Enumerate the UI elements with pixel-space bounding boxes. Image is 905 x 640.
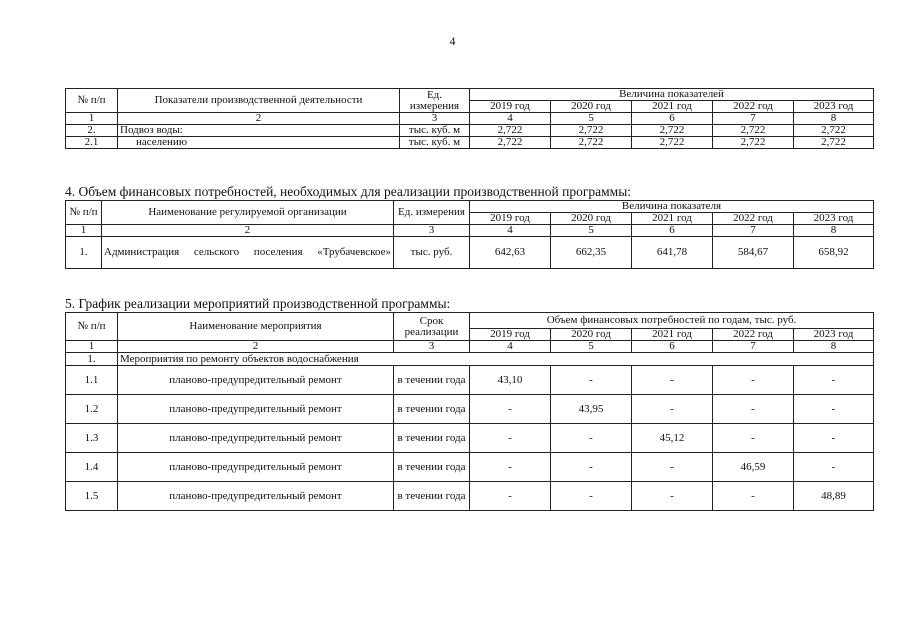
index-cell: 4 xyxy=(470,225,551,237)
row-value: 2,722 xyxy=(551,125,632,137)
row-term: в течении года xyxy=(394,366,470,395)
index-cell: 6 xyxy=(632,225,713,237)
index-cell: 6 xyxy=(632,341,713,353)
row-number: 1.2 xyxy=(66,395,118,424)
row-value: - xyxy=(551,424,632,453)
col-header-unit: Ед. измерения xyxy=(394,201,470,225)
index-cell: 1 xyxy=(66,225,102,237)
row-value: - xyxy=(632,482,713,511)
measures-schedule-table xyxy=(65,312,874,511)
table-row xyxy=(66,395,874,424)
group-row xyxy=(66,353,874,366)
col-header-no: № п/п xyxy=(66,313,118,341)
year-header: 2021 год xyxy=(632,101,713,113)
index-cell: 7 xyxy=(713,113,794,125)
table-row xyxy=(66,237,874,269)
row-value: 2,722 xyxy=(470,125,551,137)
col-header-name: Наименование регулируемой организации xyxy=(102,201,394,225)
row-value: - xyxy=(551,453,632,482)
group-name: Мероприятия по ремонту объектов водоснабжения xyxy=(118,353,874,366)
col-header-name: Показатели производственной деятельности xyxy=(118,89,400,113)
year-header: 2023 год xyxy=(794,101,874,113)
row-value: - xyxy=(713,482,794,511)
table-row xyxy=(66,366,874,395)
row-value: - xyxy=(551,366,632,395)
row-term: в течении года xyxy=(394,424,470,453)
row-value: - xyxy=(713,395,794,424)
row-value: 2,722 xyxy=(551,137,632,149)
col-header-group: Величина показателя xyxy=(470,201,874,213)
index-row xyxy=(66,225,874,237)
row-unit: тыс. куб. м xyxy=(400,137,470,149)
production-indicators-table xyxy=(65,88,874,149)
index-cell: 3 xyxy=(400,113,470,125)
index-cell: 3 xyxy=(394,225,470,237)
row-value: - xyxy=(551,482,632,511)
row-name: планово-предупредительный ремонт xyxy=(118,395,394,424)
index-cell: 1 xyxy=(66,341,118,353)
row-value: 642,63 xyxy=(470,237,551,269)
year-header: 2021 год xyxy=(632,213,713,225)
col-header-no: № п/п xyxy=(66,89,118,113)
index-cell: 8 xyxy=(794,225,874,237)
table-row xyxy=(66,453,874,482)
index-row xyxy=(66,113,874,125)
row-value: - xyxy=(632,453,713,482)
row-value: 584,67 xyxy=(713,237,794,269)
row-value: - xyxy=(470,482,551,511)
row-term: в течении года xyxy=(394,453,470,482)
row-value: 43,10 xyxy=(470,366,551,395)
col-header-unit: Ед. измерения xyxy=(400,89,470,113)
col-header-no: № п/п xyxy=(66,201,102,225)
index-cell: 8 xyxy=(794,113,874,125)
index-cell: 1 xyxy=(66,113,118,125)
table-row xyxy=(66,424,874,453)
row-value: 43,95 xyxy=(551,395,632,424)
page-number: 4 xyxy=(449,34,456,48)
col-header-name: Наименование мероприятия xyxy=(118,313,394,341)
col-header-group: Объем финансовых потребностей по годам, тыс. руб. xyxy=(470,313,874,329)
row-name: планово-предупредительный ремонт xyxy=(118,366,394,395)
index-row xyxy=(66,341,874,353)
row-value: - xyxy=(713,424,794,453)
col-header-group: Величина показателей xyxy=(470,89,874,101)
table-row xyxy=(66,125,874,137)
index-cell: 2 xyxy=(118,113,400,125)
row-value: 662,35 xyxy=(551,237,632,269)
row-value: - xyxy=(794,453,874,482)
index-cell: 6 xyxy=(632,113,713,125)
year-header: 2019 год xyxy=(470,329,551,341)
year-header: 2020 год xyxy=(551,101,632,113)
row-name: планово-предупредительный ремонт xyxy=(118,453,394,482)
row-value: 2,722 xyxy=(470,137,551,149)
table-row xyxy=(66,482,874,511)
section-4-heading: 4. Объем финансовых потребностей, необходимых для реализации производственной программы: xyxy=(65,184,632,199)
row-unit: тыс. руб. xyxy=(394,237,470,269)
year-header: 2020 год xyxy=(551,213,632,225)
year-header: 2023 год xyxy=(794,329,874,341)
row-name: планово-предупредительный ремонт xyxy=(118,424,394,453)
row-value: - xyxy=(794,366,874,395)
index-cell: 7 xyxy=(713,225,794,237)
index-cell: 3 xyxy=(394,341,470,353)
row-value: - xyxy=(794,424,874,453)
row-value: 2,722 xyxy=(713,137,794,149)
row-name: Подвоз воды: xyxy=(118,125,400,137)
row-value: - xyxy=(794,395,874,424)
table-row xyxy=(66,137,874,149)
group-number: 1. xyxy=(66,353,118,366)
year-header: 2022 год xyxy=(713,101,794,113)
row-name: населению xyxy=(118,137,400,149)
row-value: 45,12 xyxy=(632,424,713,453)
row-term: в течении года xyxy=(394,395,470,424)
row-number: 1.5 xyxy=(66,482,118,511)
row-number: 1.3 xyxy=(66,424,118,453)
index-cell: 7 xyxy=(713,341,794,353)
row-number: 2. xyxy=(66,125,118,137)
row-number: 2.1 xyxy=(66,137,118,149)
row-value: - xyxy=(470,424,551,453)
index-cell: 5 xyxy=(551,113,632,125)
year-header: 2022 год xyxy=(713,213,794,225)
year-header: 2023 год xyxy=(794,213,874,225)
index-cell: 8 xyxy=(794,341,874,353)
row-value: - xyxy=(470,395,551,424)
year-header: 2022 год xyxy=(713,329,794,341)
row-value: 46,59 xyxy=(713,453,794,482)
section-5-heading: 5. График реализации мероприятий производственной программы: xyxy=(65,296,451,311)
index-cell: 4 xyxy=(470,113,551,125)
row-value: - xyxy=(470,453,551,482)
index-cell: 4 xyxy=(470,341,551,353)
col-header-term: Срок реализации xyxy=(394,313,470,341)
year-header: 2019 год xyxy=(470,101,551,113)
index-cell: 5 xyxy=(551,225,632,237)
row-value: 2,722 xyxy=(713,125,794,137)
row-number: 1. xyxy=(66,237,102,269)
row-value: 48,89 xyxy=(794,482,874,511)
financial-needs-table xyxy=(65,200,874,269)
row-value: - xyxy=(713,366,794,395)
year-header: 2020 год xyxy=(551,329,632,341)
row-name: Администрация сельского поселения «Трубачевское» xyxy=(102,237,394,269)
index-cell: 2 xyxy=(118,341,394,353)
index-cell: 5 xyxy=(551,341,632,353)
row-value: 2,722 xyxy=(794,125,874,137)
index-cell: 2 xyxy=(102,225,394,237)
row-term: в течении года xyxy=(394,482,470,511)
row-value: 658,92 xyxy=(794,237,874,269)
row-value: - xyxy=(632,395,713,424)
row-value: - xyxy=(632,366,713,395)
row-value: 2,722 xyxy=(632,125,713,137)
row-value: 2,722 xyxy=(632,137,713,149)
row-value: 2,722 xyxy=(794,137,874,149)
year-header: 2021 год xyxy=(632,329,713,341)
row-value: 641,78 xyxy=(632,237,713,269)
year-header: 2019 год xyxy=(470,213,551,225)
row-name: планово-предупредительный ремонт xyxy=(118,482,394,511)
row-number: 1.4 xyxy=(66,453,118,482)
row-unit: тыс. куб. м xyxy=(400,125,470,137)
row-number: 1.1 xyxy=(66,366,118,395)
